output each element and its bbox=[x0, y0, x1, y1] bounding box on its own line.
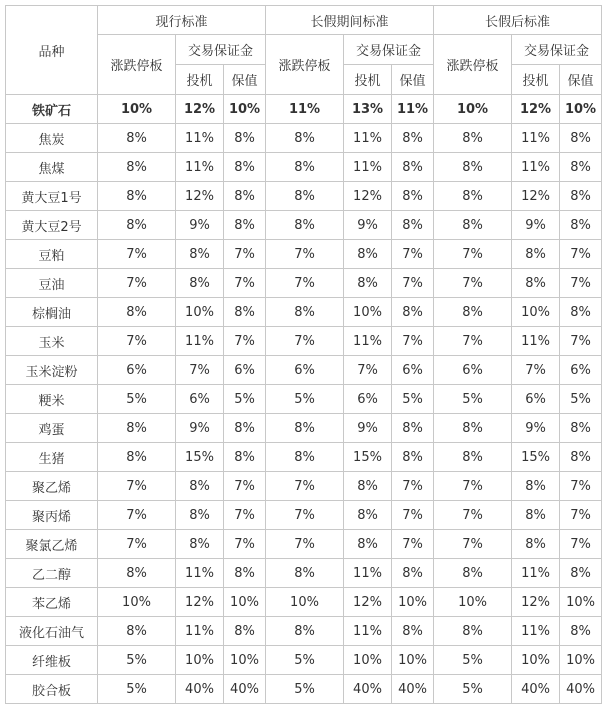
value-cell: 10% bbox=[560, 588, 602, 617]
value-cell: 13% bbox=[344, 95, 392, 124]
value-cell: 8% bbox=[392, 153, 434, 182]
value-cell: 7% bbox=[98, 240, 176, 269]
value-cell: 40% bbox=[344, 675, 392, 704]
value-cell: 8% bbox=[266, 617, 344, 646]
value-cell: 8% bbox=[434, 559, 512, 588]
table-row bbox=[6, 414, 602, 443]
value-cell: 11% bbox=[512, 327, 560, 356]
value-cell: 15% bbox=[344, 443, 392, 472]
value-cell: 8% bbox=[176, 530, 224, 559]
value-cell: 8% bbox=[344, 269, 392, 298]
value-cell: 7% bbox=[344, 356, 392, 385]
value-cell: 9% bbox=[176, 414, 224, 443]
group-header-holiday: 长假期间标准 bbox=[266, 6, 434, 35]
table-row bbox=[6, 356, 602, 385]
value-cell: 7% bbox=[512, 356, 560, 385]
value-cell: 7% bbox=[266, 240, 344, 269]
value-cell: 8% bbox=[392, 124, 434, 153]
value-cell: 6% bbox=[224, 356, 266, 385]
value-cell: 11% bbox=[344, 559, 392, 588]
value-cell: 8% bbox=[266, 211, 344, 240]
value-cell: 11% bbox=[344, 617, 392, 646]
limit-header: 涨跌停板 bbox=[434, 35, 512, 95]
variety-cell: 乙二醇 bbox=[6, 559, 98, 588]
variety-cell: 豆粕 bbox=[6, 240, 98, 269]
value-cell: 6% bbox=[266, 356, 344, 385]
margin-header: 交易保证金 bbox=[344, 35, 434, 65]
value-cell: 7% bbox=[392, 240, 434, 269]
value-cell: 10% bbox=[434, 95, 512, 124]
variety-cell: 鸡蛋 bbox=[6, 414, 98, 443]
variety-cell: 纤维板 bbox=[6, 646, 98, 675]
value-cell: 8% bbox=[434, 298, 512, 327]
value-cell: 8% bbox=[98, 153, 176, 182]
variety-cell: 粳米 bbox=[6, 385, 98, 414]
value-cell: 5% bbox=[434, 646, 512, 675]
value-cell: 7% bbox=[560, 501, 602, 530]
value-cell: 8% bbox=[224, 182, 266, 211]
table-header bbox=[6, 6, 602, 95]
value-cell: 8% bbox=[98, 182, 176, 211]
value-cell: 8% bbox=[224, 414, 266, 443]
value-cell: 6% bbox=[344, 385, 392, 414]
value-cell: 10% bbox=[512, 298, 560, 327]
value-cell: 10% bbox=[224, 95, 266, 124]
value-cell: 11% bbox=[266, 95, 344, 124]
value-cell: 8% bbox=[98, 443, 176, 472]
value-cell: 11% bbox=[344, 153, 392, 182]
table-row bbox=[6, 443, 602, 472]
value-cell: 7% bbox=[434, 327, 512, 356]
value-cell: 7% bbox=[98, 501, 176, 530]
value-cell: 15% bbox=[512, 443, 560, 472]
value-cell: 10% bbox=[392, 646, 434, 675]
value-cell: 8% bbox=[512, 530, 560, 559]
value-cell: 6% bbox=[560, 356, 602, 385]
value-cell: 11% bbox=[512, 153, 560, 182]
value-cell: 8% bbox=[176, 240, 224, 269]
value-cell: 10% bbox=[98, 588, 176, 617]
value-cell: 7% bbox=[560, 240, 602, 269]
value-cell: 8% bbox=[224, 298, 266, 327]
value-cell: 8% bbox=[512, 240, 560, 269]
value-cell: 8% bbox=[98, 559, 176, 588]
value-cell: 5% bbox=[266, 385, 344, 414]
value-cell: 8% bbox=[560, 414, 602, 443]
value-cell: 7% bbox=[224, 327, 266, 356]
table-row bbox=[6, 530, 602, 559]
variety-cell: 液化石油气 bbox=[6, 617, 98, 646]
value-cell: 12% bbox=[176, 588, 224, 617]
value-cell: 12% bbox=[512, 588, 560, 617]
table-row bbox=[6, 327, 602, 356]
value-cell: 6% bbox=[512, 385, 560, 414]
variety-header: 品种 bbox=[6, 6, 98, 95]
value-cell: 10% bbox=[344, 298, 392, 327]
value-cell: 8% bbox=[434, 617, 512, 646]
speculation-header: 投机 bbox=[176, 65, 224, 95]
value-cell: 11% bbox=[176, 559, 224, 588]
value-cell: 8% bbox=[392, 298, 434, 327]
value-cell: 7% bbox=[224, 269, 266, 298]
value-cell: 9% bbox=[512, 211, 560, 240]
value-cell: 8% bbox=[392, 211, 434, 240]
value-cell: 11% bbox=[176, 124, 224, 153]
value-cell: 10% bbox=[560, 95, 602, 124]
value-cell: 10% bbox=[560, 646, 602, 675]
variety-cell: 生猪 bbox=[6, 443, 98, 472]
value-cell: 8% bbox=[224, 617, 266, 646]
value-cell: 7% bbox=[98, 472, 176, 501]
value-cell: 7% bbox=[560, 327, 602, 356]
value-cell: 8% bbox=[344, 472, 392, 501]
value-cell: 8% bbox=[434, 211, 512, 240]
value-cell: 8% bbox=[560, 124, 602, 153]
value-cell: 8% bbox=[560, 617, 602, 646]
value-cell: 5% bbox=[560, 385, 602, 414]
value-cell: 5% bbox=[392, 385, 434, 414]
value-cell: 11% bbox=[512, 617, 560, 646]
table-row bbox=[6, 646, 602, 675]
value-cell: 8% bbox=[266, 559, 344, 588]
variety-cell: 玉米 bbox=[6, 327, 98, 356]
value-cell: 7% bbox=[560, 472, 602, 501]
value-cell: 8% bbox=[392, 414, 434, 443]
table-body bbox=[6, 95, 602, 704]
value-cell: 10% bbox=[512, 646, 560, 675]
value-cell: 8% bbox=[560, 298, 602, 327]
value-cell: 8% bbox=[434, 414, 512, 443]
value-cell: 7% bbox=[434, 240, 512, 269]
value-cell: 7% bbox=[176, 356, 224, 385]
value-cell: 8% bbox=[344, 240, 392, 269]
table-row bbox=[6, 559, 602, 588]
value-cell: 5% bbox=[98, 646, 176, 675]
group-header-current: 现行标准 bbox=[98, 6, 266, 35]
table-row bbox=[6, 153, 602, 182]
value-cell: 11% bbox=[512, 559, 560, 588]
value-cell: 10% bbox=[344, 646, 392, 675]
value-cell: 7% bbox=[98, 269, 176, 298]
value-cell: 7% bbox=[434, 530, 512, 559]
value-cell: 15% bbox=[176, 443, 224, 472]
value-cell: 10% bbox=[266, 588, 344, 617]
table-row bbox=[6, 588, 602, 617]
margin-standards-table bbox=[5, 5, 602, 704]
hedge-header: 保值 bbox=[224, 65, 266, 95]
variety-cell: 苯乙烯 bbox=[6, 588, 98, 617]
value-cell: 40% bbox=[224, 675, 266, 704]
margin-header: 交易保证金 bbox=[512, 35, 602, 65]
value-cell: 8% bbox=[176, 269, 224, 298]
variety-cell: 棕榈油 bbox=[6, 298, 98, 327]
variety-cell: 玉米淀粉 bbox=[6, 356, 98, 385]
value-cell: 7% bbox=[266, 327, 344, 356]
value-cell: 8% bbox=[224, 211, 266, 240]
value-cell: 6% bbox=[98, 356, 176, 385]
value-cell: 8% bbox=[434, 124, 512, 153]
value-cell: 8% bbox=[512, 472, 560, 501]
value-cell: 7% bbox=[560, 269, 602, 298]
value-cell: 8% bbox=[224, 124, 266, 153]
value-cell: 12% bbox=[344, 182, 392, 211]
variety-cell: 铁矿石 bbox=[6, 95, 98, 124]
table-row bbox=[6, 385, 602, 414]
value-cell: 7% bbox=[224, 472, 266, 501]
value-cell: 5% bbox=[434, 385, 512, 414]
value-cell: 6% bbox=[434, 356, 512, 385]
value-cell: 8% bbox=[560, 153, 602, 182]
value-cell: 5% bbox=[266, 646, 344, 675]
value-cell: 8% bbox=[392, 559, 434, 588]
value-cell: 9% bbox=[344, 211, 392, 240]
value-cell: 5% bbox=[434, 675, 512, 704]
value-cell: 12% bbox=[512, 95, 560, 124]
value-cell: 8% bbox=[98, 211, 176, 240]
value-cell: 7% bbox=[224, 530, 266, 559]
value-cell: 8% bbox=[434, 182, 512, 211]
value-cell: 8% bbox=[266, 443, 344, 472]
variety-cell: 聚氯乙烯 bbox=[6, 530, 98, 559]
variety-cell: 聚丙烯 bbox=[6, 501, 98, 530]
value-cell: 8% bbox=[344, 501, 392, 530]
value-cell: 11% bbox=[344, 327, 392, 356]
value-cell: 5% bbox=[98, 385, 176, 414]
value-cell: 8% bbox=[224, 443, 266, 472]
value-cell: 8% bbox=[560, 182, 602, 211]
speculation-header: 投机 bbox=[344, 65, 392, 95]
variety-cell: 黄大豆2号 bbox=[6, 211, 98, 240]
limit-header: 涨跌停板 bbox=[266, 35, 344, 95]
value-cell: 8% bbox=[266, 153, 344, 182]
value-cell: 9% bbox=[344, 414, 392, 443]
value-cell: 5% bbox=[266, 675, 344, 704]
value-cell: 6% bbox=[176, 385, 224, 414]
table-row bbox=[6, 240, 602, 269]
value-cell: 7% bbox=[434, 269, 512, 298]
value-cell: 8% bbox=[434, 153, 512, 182]
value-cell: 40% bbox=[392, 675, 434, 704]
value-cell: 8% bbox=[434, 443, 512, 472]
variety-cell: 焦炭 bbox=[6, 124, 98, 153]
table-row bbox=[6, 211, 602, 240]
variety-cell: 胶合板 bbox=[6, 675, 98, 704]
value-cell: 8% bbox=[392, 182, 434, 211]
value-cell: 5% bbox=[224, 385, 266, 414]
value-cell: 7% bbox=[392, 501, 434, 530]
value-cell: 11% bbox=[176, 617, 224, 646]
value-cell: 8% bbox=[266, 124, 344, 153]
value-cell: 40% bbox=[560, 675, 602, 704]
value-cell: 8% bbox=[176, 501, 224, 530]
group-header-post-holiday: 长假后标准 bbox=[434, 6, 602, 35]
value-cell: 7% bbox=[98, 327, 176, 356]
value-cell: 7% bbox=[266, 472, 344, 501]
value-cell: 7% bbox=[434, 472, 512, 501]
value-cell: 8% bbox=[344, 530, 392, 559]
value-cell: 8% bbox=[98, 124, 176, 153]
value-cell: 10% bbox=[392, 588, 434, 617]
value-cell: 11% bbox=[344, 124, 392, 153]
value-cell: 8% bbox=[560, 211, 602, 240]
value-cell: 6% bbox=[392, 356, 434, 385]
value-cell: 9% bbox=[512, 414, 560, 443]
value-cell: 8% bbox=[266, 414, 344, 443]
value-cell: 10% bbox=[434, 588, 512, 617]
value-cell: 8% bbox=[266, 298, 344, 327]
table-row bbox=[6, 298, 602, 327]
value-cell: 8% bbox=[224, 559, 266, 588]
value-cell: 8% bbox=[176, 472, 224, 501]
value-cell: 8% bbox=[392, 443, 434, 472]
value-cell: 10% bbox=[98, 95, 176, 124]
value-cell: 7% bbox=[392, 530, 434, 559]
value-cell: 11% bbox=[176, 153, 224, 182]
table-row bbox=[6, 95, 602, 124]
variety-cell: 豆油 bbox=[6, 269, 98, 298]
value-cell: 10% bbox=[176, 298, 224, 327]
value-cell: 40% bbox=[512, 675, 560, 704]
value-cell: 7% bbox=[392, 327, 434, 356]
value-cell: 12% bbox=[176, 95, 224, 124]
value-cell: 7% bbox=[266, 501, 344, 530]
table-row bbox=[6, 124, 602, 153]
margin-header: 交易保证金 bbox=[176, 35, 266, 65]
value-cell: 8% bbox=[224, 153, 266, 182]
table-row bbox=[6, 269, 602, 298]
value-cell: 8% bbox=[98, 414, 176, 443]
variety-cell: 焦煤 bbox=[6, 153, 98, 182]
value-cell: 7% bbox=[98, 530, 176, 559]
table-row bbox=[6, 617, 602, 646]
value-cell: 7% bbox=[266, 269, 344, 298]
value-cell: 7% bbox=[560, 530, 602, 559]
value-cell: 7% bbox=[434, 501, 512, 530]
value-cell: 8% bbox=[560, 443, 602, 472]
speculation-header: 投机 bbox=[512, 65, 560, 95]
value-cell: 5% bbox=[98, 675, 176, 704]
value-cell: 12% bbox=[344, 588, 392, 617]
value-cell: 11% bbox=[512, 124, 560, 153]
value-cell: 12% bbox=[176, 182, 224, 211]
value-cell: 8% bbox=[98, 298, 176, 327]
value-cell: 10% bbox=[224, 588, 266, 617]
value-cell: 9% bbox=[176, 211, 224, 240]
value-cell: 8% bbox=[512, 501, 560, 530]
value-cell: 7% bbox=[266, 530, 344, 559]
limit-header: 涨跌停板 bbox=[98, 35, 176, 95]
value-cell: 7% bbox=[224, 501, 266, 530]
value-cell: 10% bbox=[224, 646, 266, 675]
table-row bbox=[6, 501, 602, 530]
table-row bbox=[6, 675, 602, 704]
table-row bbox=[6, 182, 602, 211]
variety-cell: 黄大豆1号 bbox=[6, 182, 98, 211]
value-cell: 8% bbox=[98, 617, 176, 646]
value-cell: 7% bbox=[392, 269, 434, 298]
value-cell: 8% bbox=[392, 617, 434, 646]
value-cell: 11% bbox=[392, 95, 434, 124]
value-cell: 8% bbox=[266, 182, 344, 211]
value-cell: 10% bbox=[176, 646, 224, 675]
value-cell: 8% bbox=[512, 269, 560, 298]
table-row bbox=[6, 472, 602, 501]
value-cell: 7% bbox=[224, 240, 266, 269]
hedge-header: 保值 bbox=[392, 65, 434, 95]
value-cell: 8% bbox=[560, 559, 602, 588]
value-cell: 40% bbox=[176, 675, 224, 704]
value-cell: 12% bbox=[512, 182, 560, 211]
value-cell: 7% bbox=[392, 472, 434, 501]
hedge-header: 保值 bbox=[560, 65, 602, 95]
value-cell: 11% bbox=[176, 327, 224, 356]
variety-cell: 聚乙烯 bbox=[6, 472, 98, 501]
